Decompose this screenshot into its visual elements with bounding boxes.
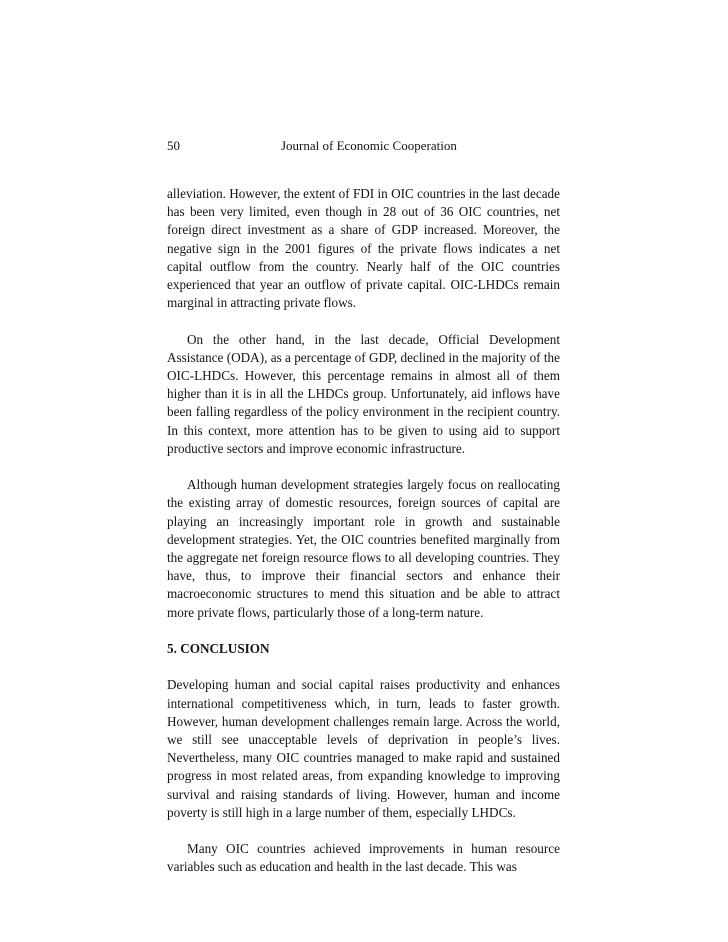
paragraph: Many OIC countries achieved improvements in human resource variables such as education and health in the last decade. This was (167, 841, 560, 875)
paragraph: Although human development strategies largely focus on reallocating the existing array of domestic resources, foreign sources of capital are playing an increasingly important role in growth and sustainable development strategies. Yet, the OIC countries benefited marginally from the aggregate net foreign resource flows to all developing countries. They have, thus, to improve their financial sectors and enhance their macroeconomic structures to mend this situation and be able to attract more private flows, particularly those of a long-term nature. (167, 477, 560, 620)
running-header (167, 137, 560, 155)
paragraph: On the other hand, in the last decade, Official Development Assistance (ODA), as a percentage of GDP, declined in the majority of the OIC-LHDCs. However, this percentage remains in almost all of them higher than it is in all the LHDCs group. Unfortunately, aid inflows have been falling regardless of the policy environment in the recipient country. In this context, more attention has to be given to using aid to support productive sectors and improve economic infrastructure. (167, 331, 560, 456)
paragraph: alleviation. However, the extent of FDI in OIC countries in the last decade has been very limited, even though in 28 out of 36 OIC countries, net foreign direct investment as a share of GDP increased. Moreover, the negative sign in the 2001 figures of the private flows indicates a net capital outflow from the country. Nearly half of the OIC countries experienced that year an outflow of private capital. OIC-LHDCs remain marginal in attracting private flows. (167, 186, 560, 311)
body-text (167, 185, 560, 895)
journal-title: Journal of Economic Cooperation (281, 138, 457, 153)
page-number: 50 (167, 138, 180, 153)
paragraph: Developing human and social capital raises productivity and enhances international competitiveness which, in turn, leads to faster growth. However, human development challenges remain large. Across the world, we still see unacceptable levels of deprivation in people’s lives. Nevertheless, many OIC countries managed to make rapid and sustained progress in most related areas, from expanding knowledge to improving survival and raising standards of living. However, human and income poverty is still high in a large number of them, especially LHDCs. (167, 677, 560, 820)
section-heading: 5. CONCLUSION (167, 641, 270, 657)
